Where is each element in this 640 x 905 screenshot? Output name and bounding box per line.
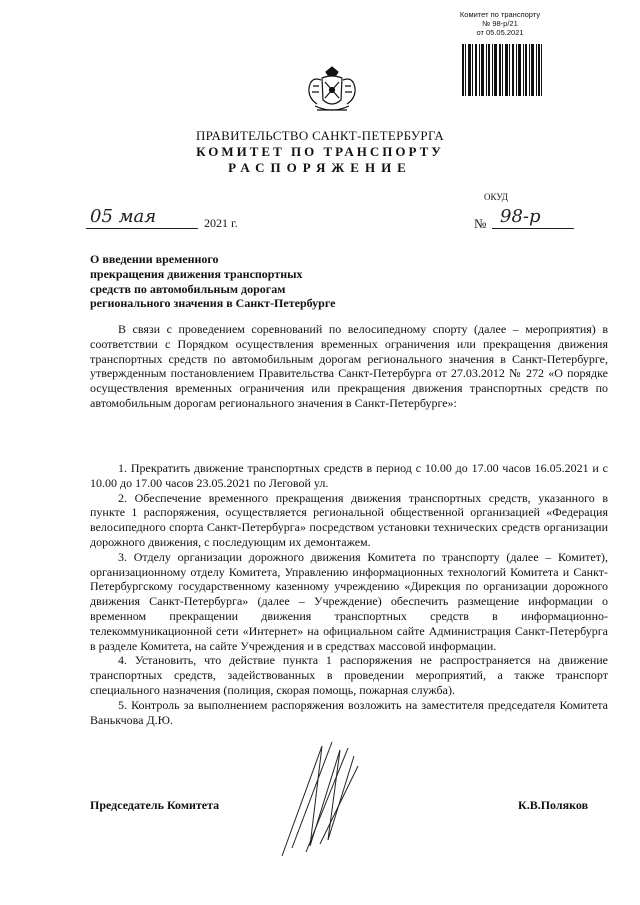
date-line [86, 206, 246, 236]
order-item: 2. Обеспечение временного прекращения движения транспортных средств, указанного в пункте 1 распоряжения, осуществляется региональной общественной организацией «Федерация велосипедного спорта Санкт-Петербурга» посредством установки технических средств организации дорожного движения, с последующим их демонтажем. [90, 490, 608, 549]
registration-stamp [455, 10, 545, 37]
date-underline [86, 228, 198, 229]
document-type-heading: РАСПОРЯЖЕНИЕ [228, 160, 412, 175]
title-line: регионального значения в Санкт-Петербурге [90, 296, 336, 311]
okud-label: ОКУД [484, 192, 508, 202]
title-line: О введении временного [90, 252, 219, 266]
title-line: прекращения движения транспортных [90, 266, 303, 281]
document-title [90, 252, 390, 311]
coat-of-arms-icon [305, 66, 359, 116]
date-handwritten: 05 мая [90, 206, 157, 227]
committee-heading: КОМИТЕТ ПО ТРАНСПОРТУ [196, 144, 444, 159]
order-item: 1. Прекратить движение транспортных средств в период с 10.00 до 17.00 часов 16.05.2021 и с 10.00 до 17.00 часов 23.05.2021 по Леговой ул. [90, 461, 608, 490]
number-sign: № [474, 216, 487, 231]
order-item: 5. Контроль за выполнением распоряжения возложить на заместителя председателя Комитета Ванькчова Д.Ю. [90, 697, 608, 727]
signatory-position: Председатель Комитета [90, 798, 220, 812]
date-year: 2021 г. [204, 216, 238, 230]
number-handwritten: 98-р [500, 206, 541, 227]
signatory-name: К.В.Поляков [518, 798, 589, 812]
stamp-line-3: от 05.05.2021 [476, 28, 524, 37]
intro-paragraph [90, 322, 608, 411]
stamp-line-1: Комитет по транспорту [459, 10, 541, 19]
stamp-line-2: № 98-р/21 [482, 19, 518, 28]
number-underline [492, 228, 574, 229]
number-line [474, 206, 594, 236]
intro-text: В связи с проведением соревнований по велосипедному спорту (далее – мероприятия) в соответствии с Порядком осуществления временных ограничения или прекращения движения транспортных средств по автомобильным дорогам регионального значения в Санкт-Петербурге, утвержденным постановлением Правительства Санкт-Петербурга от 27.03.2012 № 272 «О порядке осуществления временных ограничения или прекращения движения транспортных средств по автомобильным дорогам регионального значения в Санкт-Петербурге»: [90, 322, 608, 410]
barcode-icon [462, 44, 542, 96]
order-items [90, 461, 608, 727]
handwritten-signature [262, 736, 382, 866]
order-item: 4. Установить, что действие пункта 1 распоряжения не распространяется на движение транспортных средств, задействованных в проведении мероприятий, а также транспорт специального назначения (полиция, скорая помощь, пожарная служба). [90, 653, 608, 697]
order-item: 3. Отделу организации дорожного движения Комитета по транспорту (далее – Комитет), организационному отделу Комитета, Управлению информационных технологий Комитета и Санкт-Петербургскому государственному казенному учреждению «Дирекция по организации дорожного движения Санкт-Петербурга» (далее – Учреждение) обеспечить размещение информации о временном прекращении движения транспортных средств в информационно-телекоммуникационной сети «Интернет» на официальном сайте Администрация Санкт-Петербурга в разделе Комитета, на сайте Учреждения и в средствах массовой информации. [90, 549, 608, 653]
government-heading: ПРАВИТЕЛЬСТВО САНКТ-ПЕТЕРБУРГА [195, 128, 445, 143]
title-line: средств по автомобильным дорогам [90, 281, 286, 296]
